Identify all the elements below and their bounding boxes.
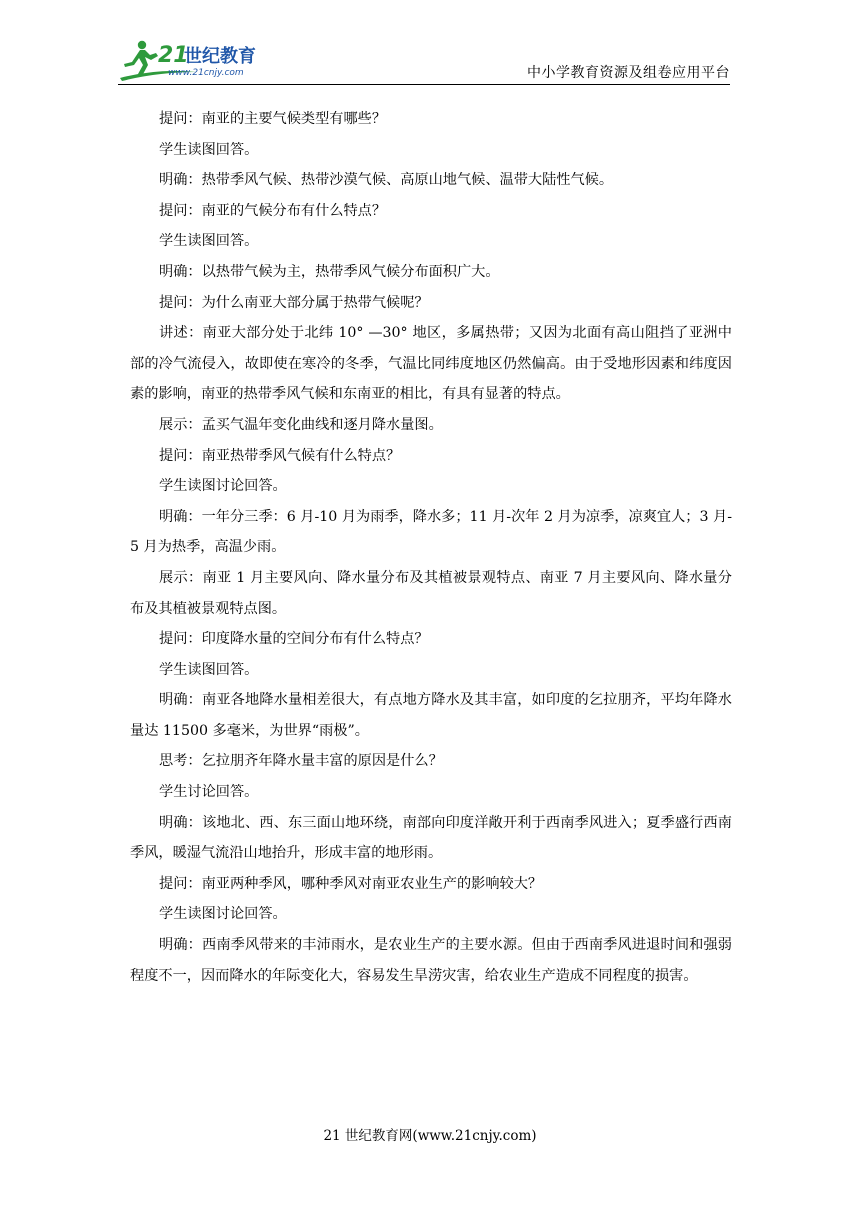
paragraph: 明确：一年分三季：6 月-10 月为雨季，降水多；11 月-次年 2 月为凉季，凉爽宜人；3 月-5 月为热季，高温少雨。 — [130, 508, 732, 556]
paragraph: 明确：热带季风气候、热带沙漠气候、高原山地气候、温带大陆性气候。 — [159, 172, 614, 189]
paragraph: 提问：为什么南亚大部分属于热带气候呢？ — [159, 294, 429, 311]
paragraph: 明确：南亚各地降水量相差很大，有点地方降水及其丰富，如印度的乞拉朋齐，平均年降水量达 11500 多毫米，为世界“雨极”。 — [130, 692, 732, 739]
paragraph: 提问：南亚的气候分布有什么特点？ — [159, 202, 387, 219]
paragraph: 提问：南亚热带季风气候有什么特点？ — [159, 447, 401, 464]
paragraph: 提问：印度降水量的空间分布有什么特点？ — [159, 631, 429, 648]
page-header — [118, 38, 730, 85]
svg-text:世纪教育: 世纪教育 — [184, 46, 256, 67]
paragraph: 明确：以热带气候为主，热带季风气候分布面积广大。 — [159, 263, 500, 280]
svg-text:21: 21 — [158, 43, 189, 68]
paragraph: 学生读图讨论回答。 — [159, 478, 287, 495]
paragraph: 展示：孟买气温年变化曲线和逐月降水量图。 — [159, 416, 443, 433]
paragraph: 提问：南亚的主要气候类型有哪些？ — [159, 111, 387, 127]
svg-text:www.21cnjy.com: www.21cnjy.com — [168, 68, 244, 78]
paragraph: 学生讨论回答。 — [159, 784, 259, 801]
runner-logo-icon — [118, 38, 293, 82]
paragraph: 思考：乞拉朋齐年降水量丰富的原因是什么？ — [159, 753, 443, 770]
paragraph: 讲述：南亚大部分处于北纬 10° —30° 地区，多属热带；又因为北面有高山阻挡了亚洲中部的冷气流侵入，故即使在寒冷的冬季，气温比同纬度地区仍然偏高。由于受地形因素和纬度因素的影响，南亚的热带季风气候和东南亚的相比，有具有显著的特点。 — [130, 325, 732, 403]
paragraph: 学生读图回答。 — [159, 661, 259, 678]
paragraph: 明确：该地北、西、东三面山地环绕，南部向印度洋敞开利于西南季风进入；夏季盛行西南季风，暖湿气流沿山地抬升，形成丰富的地形雨。 — [130, 814, 732, 862]
paragraph: 明确：西南季风带来的丰沛雨水，是农业生产的主要水源。但由于西南季风进退时间和强弱程度不一，因而降水的年际变化大，容易发生旱涝灾害，给农业生产造成不同程度的损害。 — [130, 937, 732, 984]
document-body — [130, 104, 732, 991]
page-footer: 21 世纪教育网(www.21cnjy.com) — [323, 1128, 537, 1144]
paragraph: 提问：南亚两种季风，哪种季风对南亚农业生产的影响较大？ — [159, 875, 543, 892]
platform-title: 中小学教育资源及组卷应用平台 — [527, 65, 730, 81]
paragraph: 展示：南亚 1 月主要风向、降水量分布及其植被景观特点、南亚 7 月主要风向、降水量分布及其植被景观特点图。 — [130, 569, 732, 617]
paragraph: 学生读图回答。 — [159, 141, 259, 158]
paragraph: 学生读图回答。 — [159, 233, 259, 250]
paragraph: 学生读图讨论回答。 — [159, 906, 287, 923]
site-logo — [118, 38, 293, 82]
